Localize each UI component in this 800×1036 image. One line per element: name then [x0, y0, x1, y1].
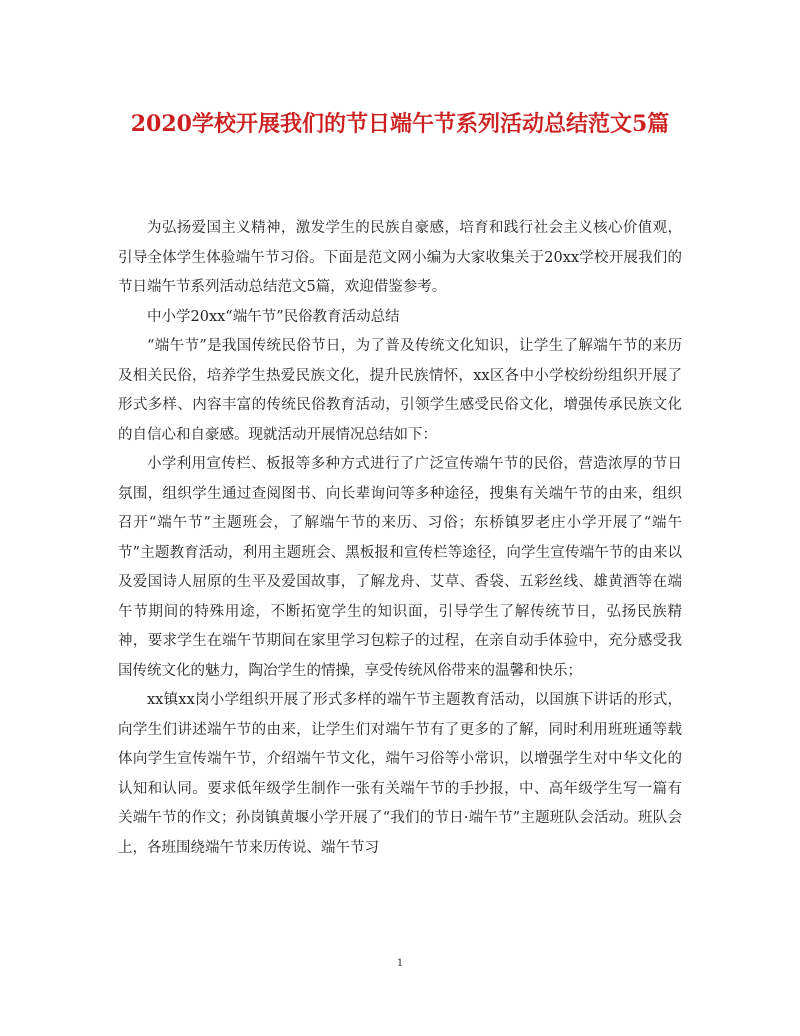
body-paragraph: “端午节”是我国传统民俗节日，为了普及传统文化知识，让学生了解端午节的来历及相关民俗，培养学生热爱民族文化，提升民族情怀，xx区各中小学校纷纷组织开展了形式多样、内容丰富的传统民俗教育活动，引领学生感受民俗文化，增强传承民族文化的自信心和自豪感。现就活动开展情况总结如下：	[118, 338, 682, 443]
page-number: 1	[396, 958, 404, 969]
body-paragraph: 小学利用宣传栏、板报等多种方式进行了广泛宣传端午节的民俗，营造浓厚的节日氛围，组织学生通过查阅图书、向长辈询问等多种途径，搜集有关端午节的由来，组织召开“端午节”主题班会，了解端午节的来历、习俗；东桥镇罗老庄小学开展了“端午节”主题教育活动，利用主题班会、黑板报和宣传栏等途径，向学生宣传端午节的由来以及爱国诗人屈原的生平及爱国故事，了解龙舟、艾草、香袋、五彩丝线、雄黄酒等在端午节期间的特殊用途，不断拓宽学生的知识面，引导学生了解传统节日，弘扬民族精神，要求学生在端午节期间在家里学习包粽子的过程，在亲自动手体验中，充分感受我国传统文化的魅力，陶冶学生的情操，享受传统风俗带来的温馨和快乐；	[118, 456, 682, 679]
document-body	[118, 214, 682, 863]
section-heading: 中小学20xx“端午节”民俗教育活动总结	[147, 308, 400, 325]
intro-paragraph: 为弘扬爱国主义精神，激发学生的民族自豪感，培育和践行社会主义核心价值观，引导全体学生体验端午节习俗。下面是范文网小编为大家收集关于20xx学校开展我们的节日端午节系列活动总结范文5篇，欢迎借鉴参考。	[118, 220, 682, 295]
body-paragraph: xx镇xx岗小学组织开展了形式多样的端午节主题教育活动，以国旗下讲话的形式，向学生们讲述端午节的由来，让学生们对端午节有了更多的了解，同时利用班班通等载体向学生宣传端午节，介绍端午节文化，端午习俗等小常识，以增强学生对中华文化的认知和认同。要求低年级学生制作一张有关端午节的手抄报，中、高年级学生写一篇有关端午节的作文；孙岗镇黄堰小学开展了“我们的节日·端午节”主题班队会活动。班队会上，各班围绕端午节来历传说、端午节习	[118, 692, 682, 856]
document-title: 2020学校开展我们的节日端午节系列活动总结范文5篇	[130, 111, 670, 137]
